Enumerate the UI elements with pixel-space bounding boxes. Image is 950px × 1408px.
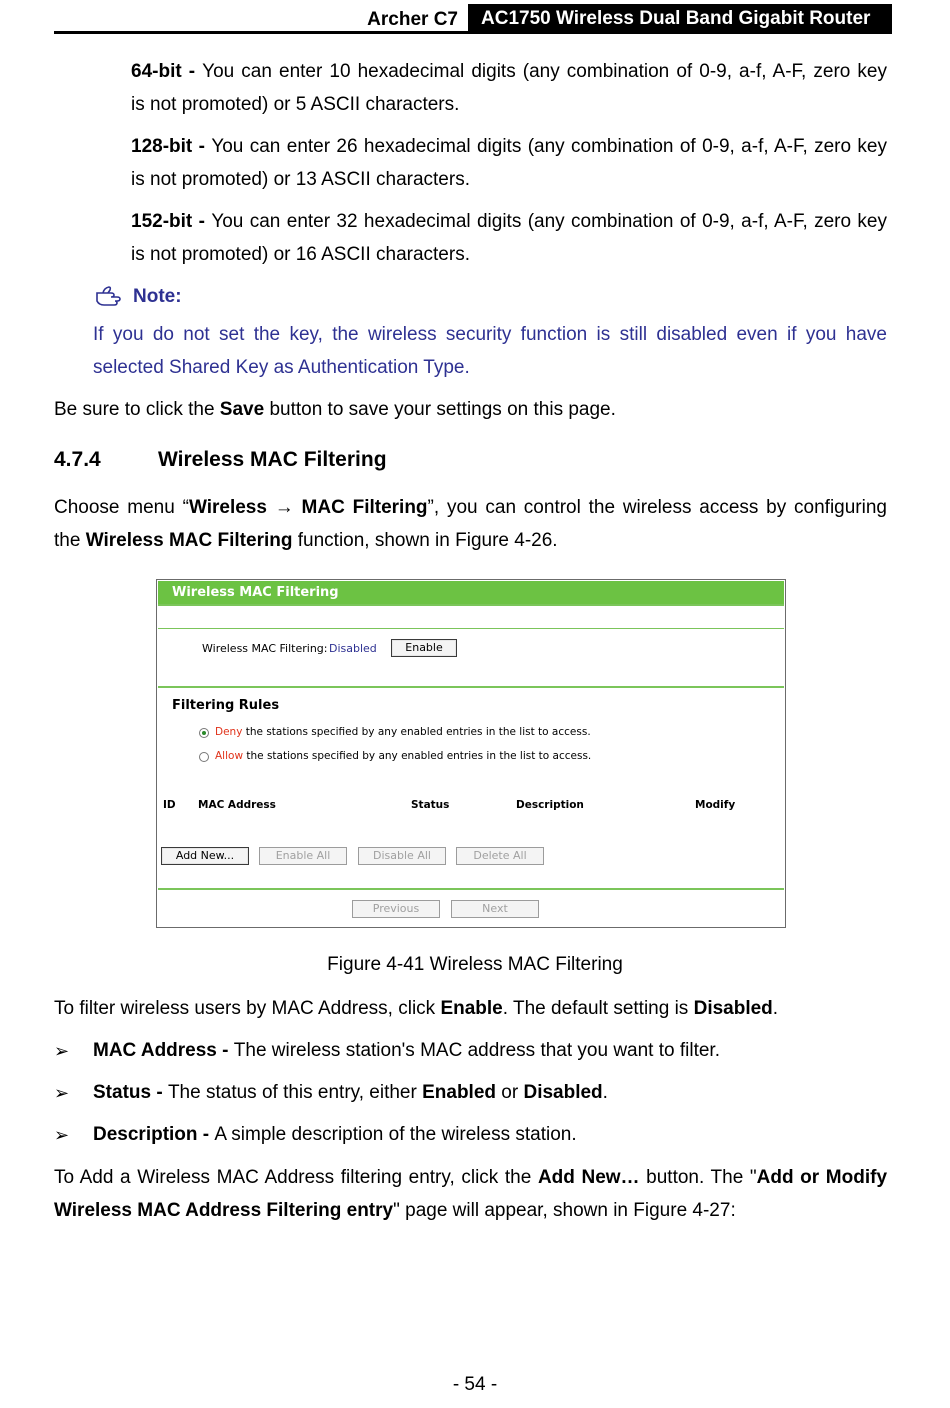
filter-disabled: Disabled	[693, 998, 773, 1019]
bullet-mac-label: MAC Address -	[93, 1040, 234, 1061]
intro-paragraph	[54, 491, 887, 557]
key-152bit-line2: is not promoted) or 16 ASCII characters.	[131, 244, 470, 265]
intro-pre: Choose menu “	[54, 497, 189, 518]
header-title: AC1750 Wireless Dual Band Gigabit Router	[468, 4, 892, 32]
column-header-id: ID	[163, 799, 176, 811]
add-line2-bold: Wireless MAC Address Filtering entry	[54, 1200, 394, 1221]
add-new-bold: Add New…	[537, 1167, 640, 1188]
allow-description: the stations specified by any enabled entries in the list to access.	[243, 750, 592, 762]
save-paragraph	[54, 393, 894, 426]
bullet-status-disabled: Disabled	[523, 1082, 603, 1103]
mac-filtering-status-value: Disabled	[329, 642, 377, 655]
page-number: - 54 -	[452, 1374, 498, 1395]
bullet-status	[93, 1076, 893, 1109]
enable-button[interactable]: Enable	[391, 639, 457, 657]
section-title: Wireless MAC Filtering	[158, 448, 387, 471]
mac-filtering-status-label: Wireless MAC Filtering:	[202, 642, 328, 655]
bullet-status-post: .	[602, 1082, 608, 1103]
bullet-status-marker: ➢	[54, 1083, 70, 1103]
bullet-mac-marker: ➢	[54, 1041, 70, 1061]
header-model: Archer C7	[367, 9, 458, 30]
filter-pre: To filter wireless users by MAC Address, click	[54, 998, 441, 1019]
figure-divider-1	[158, 628, 784, 629]
allow-radio[interactable]	[199, 752, 209, 762]
note-line2: selected Shared Key as Authentication Type.	[93, 357, 470, 378]
bullet-desc-marker: ➢	[54, 1125, 70, 1145]
key-152bit-paragraph	[131, 205, 887, 271]
key-128bit-line2: is not promoted) or 13 ASCII characters.	[131, 169, 470, 190]
figure-divider-3	[158, 888, 784, 890]
key-128bit-label: 128-bit -	[131, 136, 212, 157]
disable-all-button[interactable]: Disable All	[358, 847, 446, 865]
deny-description: the stations specified by any enabled entries in the list to access.	[242, 726, 591, 738]
intro-arrow: →	[274, 497, 294, 518]
allow-keyword: Allow	[215, 750, 244, 762]
bullet-desc-text: A simple description of the wireless station.	[214, 1124, 577, 1145]
figure-mac-filtering-screenshot	[156, 579, 786, 928]
note-line1: If you do not set the key, the wireless security function is still disabled even if you have	[93, 324, 887, 345]
intro-post1: ”, you can control the wireless access by configuring	[427, 497, 887, 518]
bullet-desc-label: Description -	[93, 1124, 215, 1145]
delete-all-button[interactable]: Delete All	[456, 847, 544, 865]
section-number: 4.7.4	[54, 448, 101, 471]
save-bold: Save	[219, 399, 265, 420]
note-text	[93, 318, 887, 384]
filtering-rules-title: Filtering Rules	[172, 698, 280, 713]
note-label: Note:	[133, 286, 182, 307]
add-line2-post: " page will appear, shown in Figure 4-27:	[393, 1200, 736, 1221]
column-header-modify: Modify	[695, 799, 736, 811]
allow-rule-text	[215, 750, 591, 762]
bullet-description	[93, 1118, 893, 1151]
bullet-status-label: Status -	[93, 1082, 168, 1103]
deny-radio[interactable]	[199, 728, 209, 738]
save-post: button to save your settings on this page.	[264, 399, 616, 420]
column-header-status: Status	[411, 799, 450, 811]
figure-divider-2	[158, 686, 784, 688]
save-pre: Be sure to click the	[54, 399, 220, 420]
bullet-status-pre: The status of this entry, either	[167, 1082, 423, 1103]
intro-menu2: MAC Filtering	[301, 497, 428, 518]
column-header-mac-address: MAC Address	[198, 799, 276, 811]
add-mid: button. The "	[639, 1167, 757, 1188]
add-modify-bold: Add or Modify	[756, 1167, 888, 1188]
header-rule	[54, 31, 892, 34]
deny-rule-text	[215, 726, 591, 738]
filter-enable: Enable	[440, 998, 503, 1019]
key-64bit-line2: is not promoted) or 5 ASCII characters.	[131, 94, 460, 115]
next-button[interactable]: Next	[451, 900, 539, 918]
pointing-hand-icon	[95, 285, 125, 309]
bullet-status-enabled: Enabled	[422, 1082, 497, 1103]
add-new-button[interactable]: Add New...	[161, 847, 249, 865]
figure-bar-underline	[158, 604, 784, 606]
column-header-description: Description	[516, 799, 584, 811]
intro-line2-pre: the	[54, 530, 86, 551]
key-64bit-line1: You can enter 10 hexadecimal digits (any combination of 0-9, a-f, A-F, zero key	[202, 61, 887, 82]
figure-title-bar: Wireless MAC Filtering	[158, 581, 784, 604]
add-pre: To Add a Wireless MAC Address filtering entry, click the	[54, 1167, 538, 1188]
intro-line2-bold: Wireless MAC Filtering	[85, 530, 293, 551]
key-64bit-label: 64-bit -	[131, 61, 203, 82]
bullet-status-mid: or	[496, 1082, 524, 1103]
filter-paragraph	[54, 992, 894, 1025]
key-152bit-line1: You can enter 32 hexadecimal digits (any combination of 0-9, a-f, A-F, zero key	[211, 211, 887, 232]
key-152bit-label: 152-bit -	[131, 211, 212, 232]
enable-all-button[interactable]: Enable All	[259, 847, 347, 865]
key-128bit-line1: You can enter 26 hexadecimal digits (any combination of 0-9, a-f, A-F, zero key	[211, 136, 887, 157]
filter-post: .	[772, 998, 779, 1019]
bullet-mac-address	[93, 1034, 893, 1067]
key-64bit-paragraph	[131, 55, 887, 121]
previous-button[interactable]: Previous	[352, 900, 440, 918]
intro-menu1: Wireless	[188, 497, 267, 518]
intro-line2-post: function, shown in Figure 4-26.	[292, 530, 558, 551]
key-128bit-paragraph	[131, 130, 887, 196]
filter-mid: . The default setting is	[502, 998, 694, 1019]
figure-caption: Figure 4-41 Wireless MAC Filtering	[327, 954, 623, 975]
deny-keyword: Deny	[215, 726, 243, 738]
add-paragraph	[54, 1161, 887, 1227]
bullet-mac-text: The wireless station's MAC address that you want to filter.	[233, 1040, 720, 1061]
